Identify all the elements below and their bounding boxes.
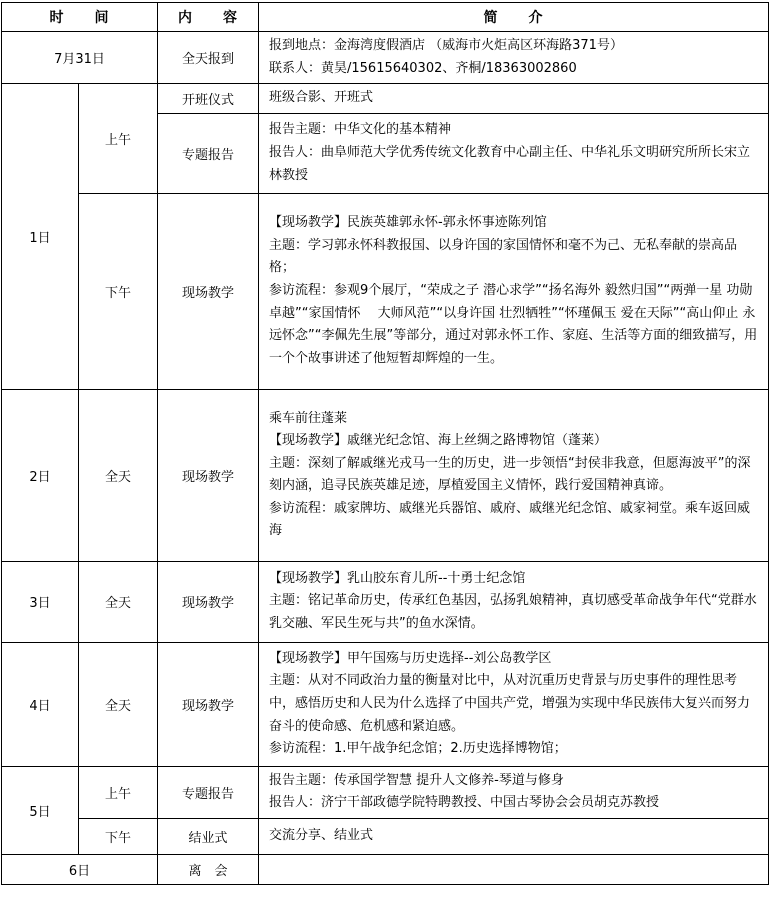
item-cell: 现场教学 xyxy=(158,561,259,642)
date-cell: 6日 xyxy=(2,854,158,884)
intro-cell xyxy=(259,561,769,642)
period-cell: 上午 xyxy=(79,766,158,818)
row-day4 xyxy=(2,642,769,766)
period-cell: 上午 xyxy=(79,84,158,194)
period-cell: 下午 xyxy=(79,193,158,389)
item-cell: 现场教学 xyxy=(158,193,259,389)
period-cell: 全天 xyxy=(79,389,158,561)
row-day1-opening xyxy=(2,84,769,114)
row-day5-morning xyxy=(2,766,769,818)
item-cell: 专题报告 xyxy=(158,766,259,818)
period-cell: 全天 xyxy=(79,561,158,642)
intro-line: 参访流程：1.甲午战争纪念馆；2.历史选择博物馆； xyxy=(269,741,567,757)
row-day2 xyxy=(2,389,769,561)
period-cell: 下午 xyxy=(79,818,158,854)
header-row xyxy=(2,3,769,32)
intro-line: 参访流程：戚家牌坊、戚继光兵器馆、戚府、戚继光纪念馆、戚家祠堂。乘车返回威海 xyxy=(269,500,751,539)
intro-line: 联系人：黄昊/15615640302、齐桐/18363002860 xyxy=(269,60,577,76)
intro-cell xyxy=(259,32,769,84)
item-cell: 现场教学 xyxy=(158,389,259,561)
intro-cell xyxy=(259,84,769,114)
intro-line: 报告人：济宁干部政德学院特聘教授、中国古琴协会会员胡克苏教授 xyxy=(269,795,660,811)
row-day6 xyxy=(2,854,769,884)
date-cell: 2日 xyxy=(2,389,79,561)
intro-cell xyxy=(259,389,769,561)
intro-line: 【现场教学】甲午国殇与历史选择--刘公岛教学区 xyxy=(269,650,552,666)
intro-line: 报告主题：中华文化的基本精神 xyxy=(269,122,452,138)
intro-line: 交流分享、结业式 xyxy=(269,828,374,844)
row-day5-afternoon xyxy=(2,818,769,854)
intro-line: 参访流程：参观9个展厅，“荣成之子 潜心求学”“扬名海外 毅然归国”“两弹一星 功勋卓越”“家国情怀 大师风范”“以身许国 壮烈牺牲”“怀瑾佩玉 爱在天际”“高山仰止 永远怀念”“李佩先生展”等部分，通过对郭永怀工作、家庭、生活等方面的细致描写，用一个个故事讲述了他短暂却辉煌的一生。 xyxy=(269,282,758,366)
schedule-table xyxy=(1,2,769,885)
intro-line: 报告人：曲阜师范大学优秀传统文化教育中心副主任、中华礼乐文明研究所所长宋立林教授 xyxy=(269,144,751,183)
intro-line: 报到地点：金海湾度假酒店 （威海市火炬高区环海路371号） xyxy=(269,38,623,53)
intro-line: 主题：铭记革命历史，传承红色基因，弘扬乳娘精神，真切感受革命战争年代“党群水乳交融、军民生死与共”的鱼水深情。 xyxy=(269,593,757,632)
item-cell: 全天报到 xyxy=(158,32,259,84)
item-cell: 专题报告 xyxy=(158,113,259,193)
header-intro: 简 介 xyxy=(259,3,769,32)
intro-cell xyxy=(259,818,769,854)
row-registration xyxy=(2,32,769,84)
item-cell: 结业式 xyxy=(158,818,259,854)
row-day1-afternoon xyxy=(2,193,769,389)
intro-cell xyxy=(259,642,769,766)
intro-cell xyxy=(259,766,769,818)
date-cell: 7月31日 xyxy=(2,32,158,84)
intro-line: 主题：深刻了解戚继光戎马一生的历史，进一步领悟“封侯非我意，但愿海波平”的深刻内涵，追寻民族英雄足迹，厚植爱国主义情怀，践行爱国精神真谛。 xyxy=(269,455,751,494)
header-time: 时 间 xyxy=(2,3,158,32)
intro-line: 班级合影、开班式 xyxy=(269,90,374,106)
header-content: 内 容 xyxy=(158,3,259,32)
intro-cell-empty xyxy=(259,854,769,884)
intro-line: 【现场教学】民族英雄郭永怀-郭永怀事迹陈列馆 xyxy=(269,215,547,231)
intro-line: 主题：从对不同政治力量的衡量对比中，从对沉重历史背景与历史事件的理性思考中，感悟历史和人民为什么选择了中国共产党，增强为实现中华民族伟大复兴而努力奋斗的使命感、危机感和紧迫感。 xyxy=(269,673,751,734)
item-cell: 开班仪式 xyxy=(158,84,259,114)
date-cell: 3日 xyxy=(2,561,79,642)
item-cell: 现场教学 xyxy=(158,642,259,766)
date-cell: 1日 xyxy=(2,84,79,390)
intro-line: 【现场教学】戚继光纪念馆、海上丝绸之路博物馆（蓬莱） xyxy=(269,433,608,449)
row-day3 xyxy=(2,561,769,642)
date-cell: 5日 xyxy=(2,766,79,854)
intro-line: 【现场教学】乳山胶东育儿所--十勇士纪念馆 xyxy=(269,570,526,586)
intro-cell xyxy=(259,113,769,193)
intro-line: 主题：学习郭永怀科教报国、以身许国的家国情怀和毫不为己、无私奉献的崇高品格； xyxy=(269,237,738,276)
item-cell: 离 会 xyxy=(158,854,259,884)
date-cell: 4日 xyxy=(2,642,79,766)
period-cell: 全天 xyxy=(79,642,158,766)
intro-cell xyxy=(259,193,769,389)
intro-line: 乘车前往蓬莱 xyxy=(269,410,348,426)
intro-line: 报告主题：传承国学智慧 提升人文修养-琴道与修身 xyxy=(269,772,564,788)
